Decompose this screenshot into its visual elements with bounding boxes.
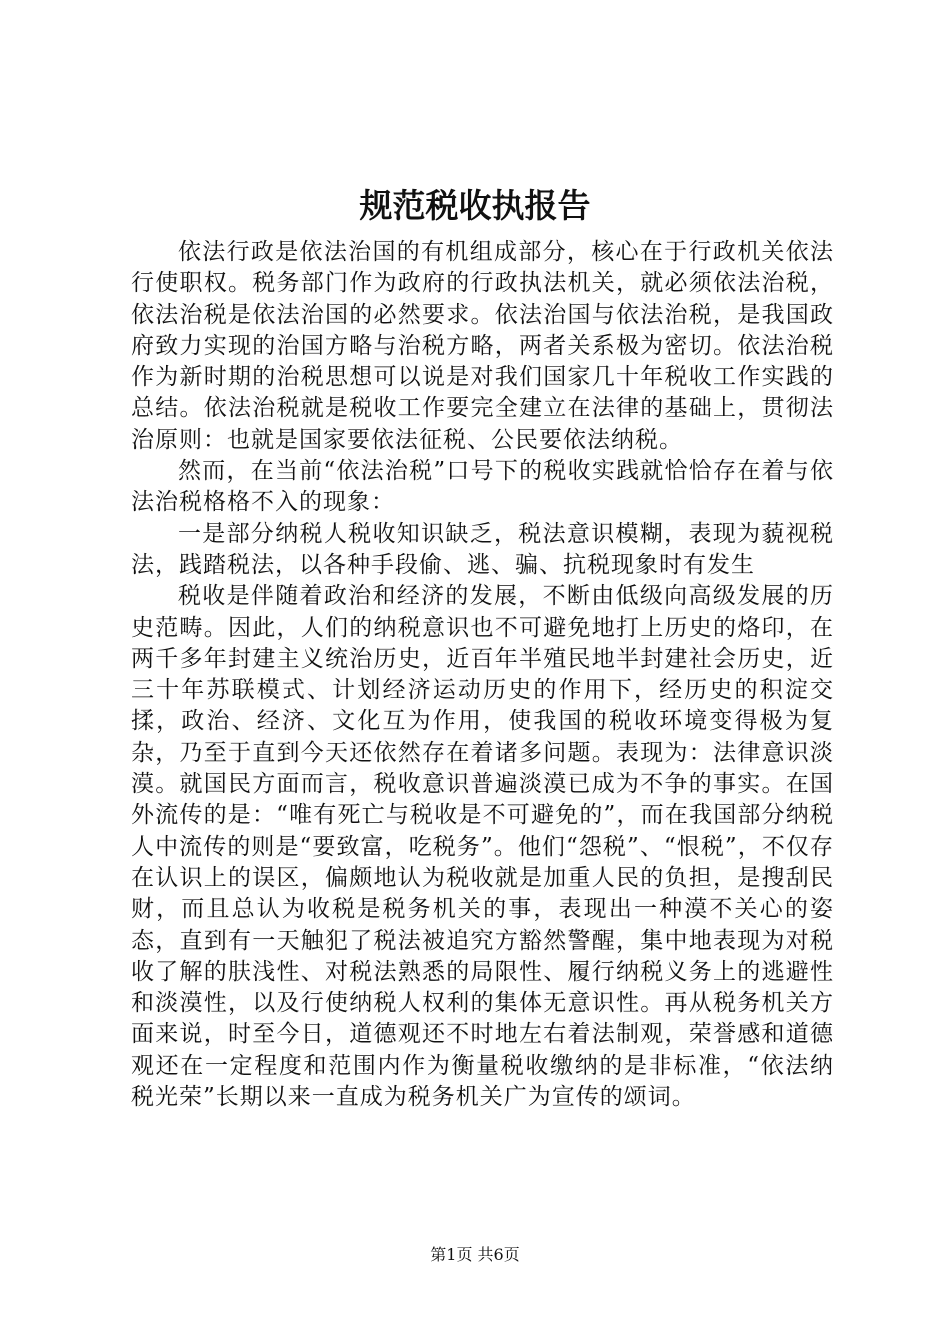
page-number: 第1页 共6页 (430, 1245, 520, 1264)
document-title: 规范税收执报告 (359, 186, 591, 225)
paragraph-intro: 依法行政是依法治国的有机组成部分，核心在于行政机关依法行使职权。税务部门作为政府的行政执法机关，就必须依法治税，依法治税是依法治国的必然要求。依法治国与依法治税，是我国政府致力实现的治国方略与治税方略，两者关系极为密切。依法治税作为新时期的治税思想可以说是对我们国家几十年税收工作实践的总结。依法治税就是税收工作要完全建立在法律的基础上，贯彻法治原则：也就是国家要依法征税、公民要依法纳税。 (131, 239, 834, 453)
paragraph-point-one: 一是部分纳税人税收知识缺乏，税法意识模糊，表现为藐视税法，践踏税法，以各种手段偷、逃、骗、抗税现象时有发生 (131, 520, 834, 578)
paragraph-history: 税收是伴随着政治和经济的发展，不断由低级向高级发展的历史范畴。因此，人们的纳税意识也不可避免地打上历史的烙印，在两千多年封建主义统治历史，近百年半殖民地半封建社会历史，近三十年苏联模式、计划经济运动历史的作用下，经历史的积淀交揉，政治、经济、文化互为作用，使我国的税收环境变得极为复杂，乃至于直到今天还依然存在着诸多问题。表现为：法律意识淡漠。就国民方面而言，税收意识普遍淡漠已成为不争的事实。在国外流传的是：“唯有死亡与税收是不可避免的”，而在我国部分纳税人中流传的则是“要致富，吃税务”。他们“怨税”、“恨税”，不仅存在认识上的误区，偏颇地认为税收就是加重人民的负担，是搜刮民财，而且总认为收税是税务机关的事，表现出一种漠不关心的姿态，直到有一天触犯了税法被追究方豁然警醒，集中地表现为对税收了解的肤浅性、对税法熟悉的局限性、履行纳税义务上的逃避性和淡漠性，以及行使纳税人权利的集体无意识性。再从税务机关方面来说，时至今日，道德观还不时地左右着法制观，荣誉感和道德观还在一定程度和范围内作为衡量税收缴纳的是非标准，“依法纳税光荣”长期以来一直成为税务机关广为宣传的颂词。 (131, 583, 834, 1111)
document-body (131, 237, 834, 1113)
paragraph-however: 然而，在当前“依法治税”口号下的税收实践就恰恰存在着与依法治税格格不入的现象： (131, 458, 834, 516)
